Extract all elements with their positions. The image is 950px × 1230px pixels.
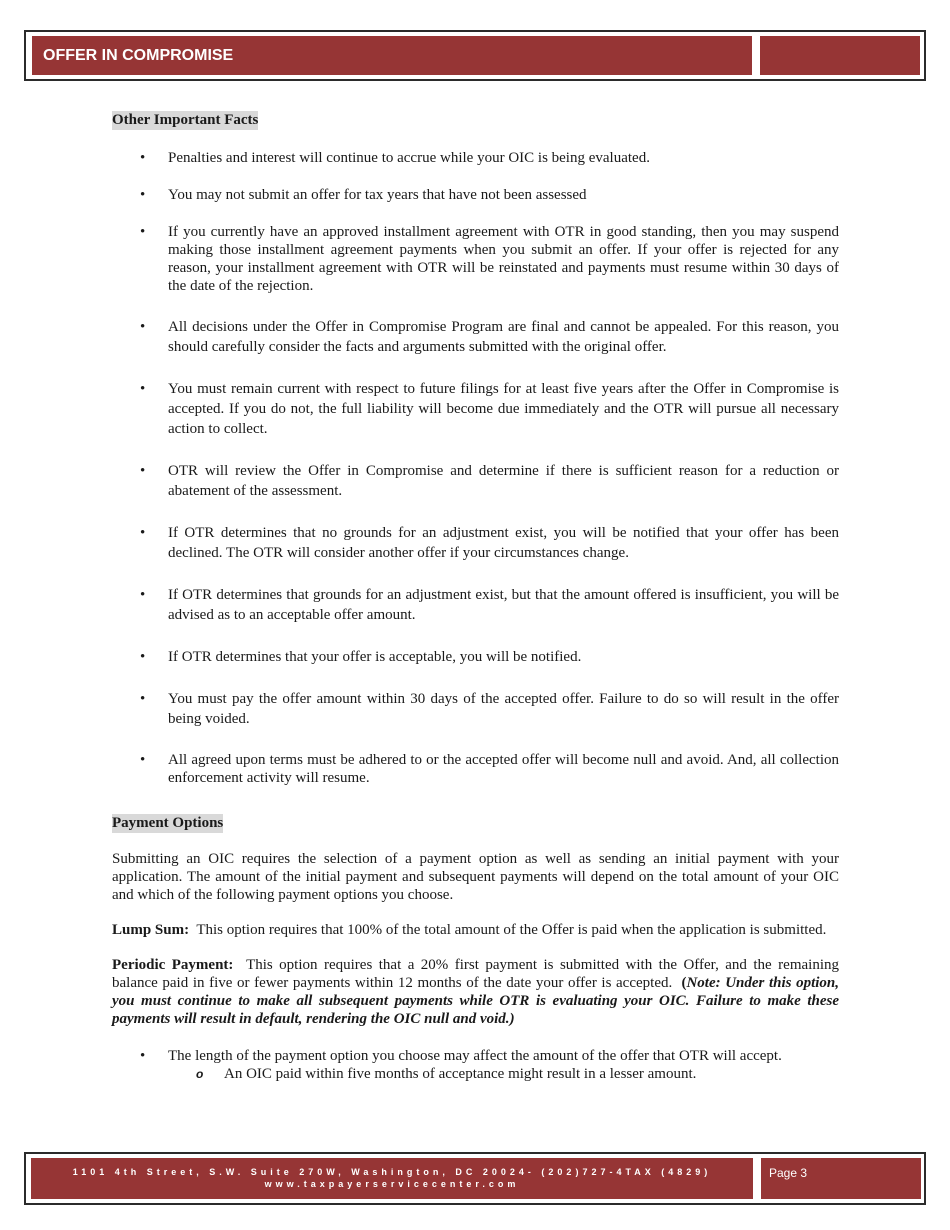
sub-bullet-text: An OIC paid within five months of acceptance might result in a lesser amount.: [224, 1066, 697, 1082]
list-item: • If OTR determines that grounds for an adjustment exist, but that the amount offered is insufficient, you will be advised as to an acceptable offer amount.: [112, 585, 839, 625]
page-header: [24, 30, 926, 81]
header-title: OFFER IN COMPROMISE: [32, 36, 752, 75]
lump-sum-paragraph: [112, 921, 839, 939]
periodic-note: Note: Under this option, you must continue to make all subsequent payments while OTR is evaluating your OIC. Failure to make these payments will result in default, rendering the OIC null and void.: [112, 975, 840, 1027]
footer-contact: [31, 1158, 753, 1199]
page-number: Page 3: [761, 1158, 921, 1199]
payment-length-list: [112, 1047, 839, 1065]
header-right-block: [760, 36, 920, 75]
periodic-payment-paragraph: [112, 956, 839, 1028]
list-item: • The length of the payment option you choose may affect the amount of the offer that OTR will accept.: [112, 1047, 839, 1065]
list-item: • If you currently have an approved installment agreement with OTR in good standing, then you may suspend making those installment agreement payments when you submit an offer. If your offer is rejected for any reason, your installment agreement with OTR will be reinstated and payments must resume within 30 days of the date of the rejection.: [112, 223, 839, 295]
facts-list: [112, 149, 839, 787]
periodic-note-close: ): [509, 1011, 515, 1027]
list-item: • OTR will review the Offer in Compromise and determine if there is sufficient reason for a reduction or abatement of the assessment.: [112, 461, 839, 501]
payment-intro: Submitting an OIC requires the selection of a payment option as well as sending an initial payment with your application. The amount of the initial payment and subsequent payments will depend on the total amount of your OIC and which of the following payment options you choose.: [112, 851, 839, 903]
footer-website: www.taxpayerservicecenter.com: [264, 1179, 520, 1189]
lump-sum-label: Lump Sum:: [112, 922, 190, 938]
list-item: • All decisions under the Offer in Compromise Program are final and cannot be appealed. For this reason, you should carefully consider the facts and arguments submitted with the original offer.: [112, 317, 839, 357]
list-item: • You may not submit an offer for tax years that have not been assessed: [112, 186, 839, 204]
periodic-note-open: (: [681, 975, 687, 991]
list-item: • You must remain current with respect to future filings for at least five years after the Offer in Compromise is accepted. If you do not, the full liability will become due immediately and the OTR will pursue all necessary action to collect.: [112, 379, 839, 439]
sub-bullet-symbol: o: [196, 1067, 204, 1081]
periodic-text: This option requires that a 20% first payment is submitted with the Offer, and the remaining balance paid in five or fewer payments within 12 months of the date your offer is accepted.: [112, 957, 839, 991]
payment-heading: Payment Options: [112, 815, 224, 831]
page-footer: [24, 1152, 926, 1205]
footer-address: 1101 4th Street, S.W. Suite 270W, Washington, DC 20024- (202)727-4TAX (4829): [72, 1167, 712, 1177]
sub-list-item: [112, 1065, 839, 1083]
main-content: [112, 111, 839, 1083]
list-item: • You must pay the offer amount within 30 days of the accepted offer. Failure to do so will result in the offer being voided.: [112, 689, 839, 729]
facts-heading: Other Important Facts: [112, 112, 259, 128]
list-item: • All agreed upon terms must be adhered to or the accepted offer will become null and avoid. And, all collection enforcement activity will resume.: [112, 751, 839, 787]
lump-sum-text: This option requires that 100% of the total amount of the Offer is paid when the application is submitted.: [196, 922, 827, 938]
list-item: • Penalties and interest will continue to accrue while your OIC is being evaluated.: [112, 149, 839, 167]
list-item: • If OTR determines that your offer is acceptable, you will be notified.: [112, 647, 839, 667]
list-item: • If OTR determines that no grounds for an adjustment exist, you will be notified that your offer has been declined. The OTR will consider another offer if your circumstances change.: [112, 523, 839, 563]
periodic-label: Periodic Payment:: [112, 957, 234, 973]
